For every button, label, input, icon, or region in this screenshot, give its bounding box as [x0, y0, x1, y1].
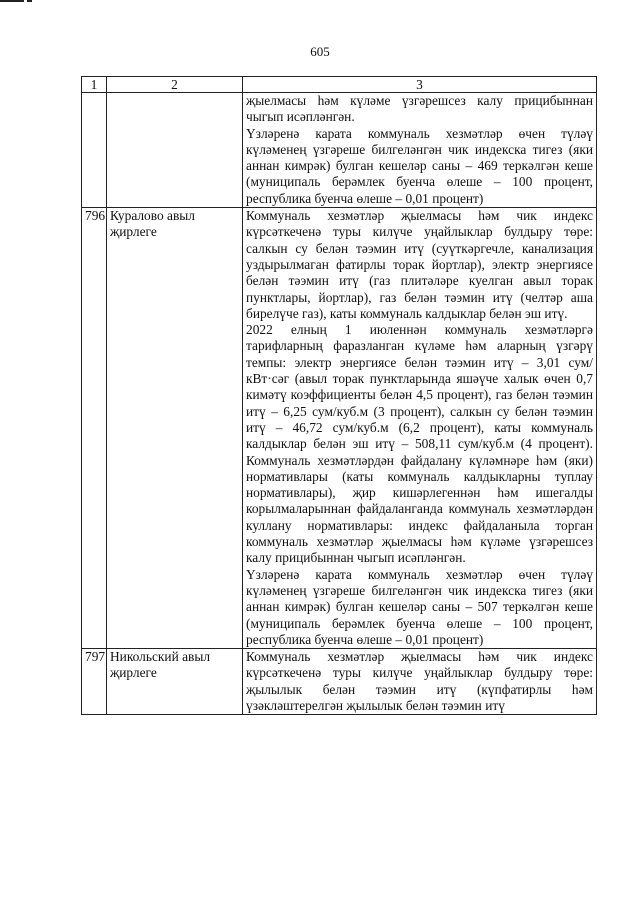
table-row — [82, 93, 597, 208]
row-number — [82, 93, 107, 208]
column-header-settlement: 2 — [107, 77, 243, 93]
municipality-table — [81, 76, 597, 715]
description-paragraph: җыелмасы һәм күләме үзгәрешсез калу прицибыннан чыгып исәпләнгән. — [246, 93, 593, 125]
settlement-name: Никольский авыл җирлеге — [107, 649, 243, 715]
description-paragraph: Коммуналь хезмәтләр җыелмасы һәм чик индекс күрсәткеченә туры килүче уңайлыклар булдыру төре: җылылык белән тәэмин итү (күпфатирлы һәм үзәкләштерелгән җылылык белән тәэмин итү — [246, 649, 593, 713]
settlement-name — [107, 93, 243, 208]
settlement-name: Куралово авыл җирлеге — [107, 208, 243, 649]
table-row — [82, 208, 597, 649]
scan-edge-mark — [27, 0, 32, 2]
description-paragraph: 2022 елның 1 июленнән коммуналь хезмәтләргә тарифларның фаразланган күләме һәм аларның үзгәрү темпы: электр энергиясе белән тәэмин итү – 3,01 сум/кВт·сәг (авыл торак пунктларында яшәүче халык өчен 0,7 кимәтү коэффициенты белән 4,5 процент), газ белән тәэмин итү – 6,25 сум/куб.м (3 процент), салкын су белән тәэмин итү – 46,72 сум/куб.м (6,2 процент), каты коммуналь калдыклар белән эш итү – 508,11 сум/куб.м (4 процент). Коммуналь хезмәтләрдән файдалану күләмнәре һәм (яки) нормативлары (каты коммуналь калдыкларны туплау нормативлары), җир кишәрлегеннән һәм ишегалды корылмаларыннан файдаланганда коммуналь хезмәтләрдән куллану нормативлары: индекс файдаланыла торган коммуналь хезмәтләр җыелмасы һәм күләме үзгәрешсез калу прицибыннан чыгып исәпләнгән. — [246, 322, 593, 566]
description-cell — [243, 208, 597, 649]
description-cell — [243, 93, 597, 208]
description-cell — [243, 649, 597, 715]
page-number: 605 — [310, 44, 330, 59]
column-header-description: 3 — [243, 77, 597, 93]
description-paragraph: Үзләренә карата коммуналь хезмәтләр өчен түләү күләменең үзгәреше билгеләнгән чик индекска тигез (яки аннан кимрәк) булган кешеләр саны – 469 теркәлгән кеше (муниципаль берәмлек буенча өлеше – 100 процент, республика буенча өлеше – 0,01 процент) — [246, 125, 593, 206]
description-paragraph: Үзләренә карата коммуналь хезмәтләр өчен түләү күләменең үзгәреше билгеләнгән чик индекска тигез (яки аннан кимрәк) булган кешеләр саны – 507 теркәлгән кеше (муниципаль берәмлек буенча өлеше – 100 процент, республика буенча өлеше – 0,01 процент) — [246, 566, 593, 647]
scan-edge-mark — [0, 0, 24, 2]
table-header-row — [82, 77, 597, 93]
table-row — [82, 649, 597, 715]
description-paragraph: Коммуналь хезмәтләр җыелмасы һәм чик индекс күрсәткеченә туры килүче уңайлыклар булдыру төре: салкын су белән тәэмин итү (суүткәргечле, канализация уздырылмаган фатирлы торак йортлар), электр энергиясе белән тәэмин итү (газ плитәләре куелган авыл торак пунктлары, йортлар), газ белән тәэмин итү (челтәр аша бирелүче газ), каты коммуналь калдыклар белән эш итү. — [246, 208, 593, 321]
column-header-number: 1 — [82, 77, 107, 93]
row-number: 796 — [82, 208, 107, 649]
row-number: 797 — [82, 649, 107, 715]
